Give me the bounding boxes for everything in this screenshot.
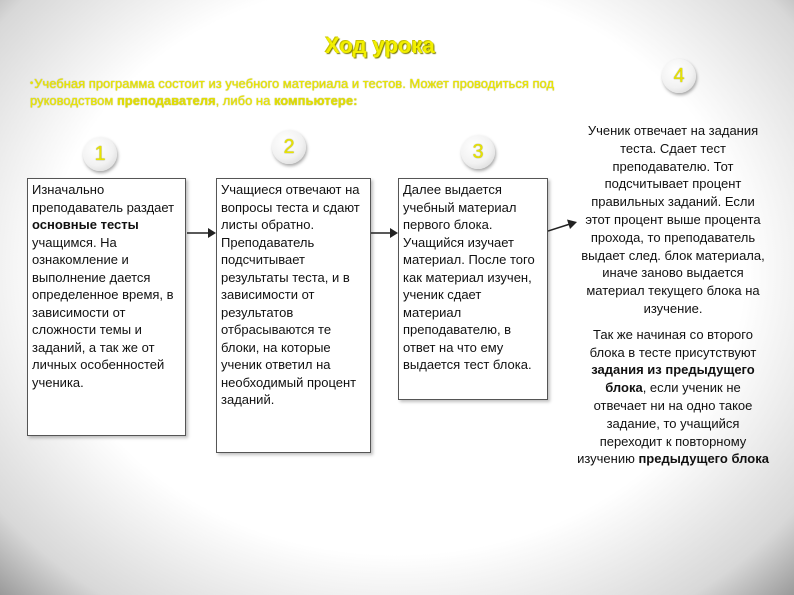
intro-text: [30, 75, 570, 109]
step-4-p2-text-a: Так же начиная со второго блока в тесте присутствуют: [589, 326, 757, 360]
step-1-box: [27, 178, 186, 436]
step-2-box: [216, 178, 371, 453]
step-4-p2-text-b: , если ученик не отвечает ни на одно такое задание, то учащийся переходит к повторному изучению: [577, 380, 753, 467]
step-1-bold-tests: основные тесты: [32, 217, 139, 232]
arrow-2-to-3: [371, 226, 399, 240]
intro-text-part-2: , либо на: [215, 93, 274, 108]
step-2-text: Учащиеся отвечают на вопросы теста и сдают листы обратно. Преподаватель подсчитывает результаты теста, и в зависимости от результатов отбрасываются те блоки, на которые ученик ответил на необходимый процент заданий.: [221, 182, 360, 407]
step-4-paragraph-2: [577, 326, 769, 468]
step-4-p2-bold-prev-tasks: задания из предыдущего блока: [591, 362, 755, 396]
bullet-marker: •: [30, 78, 34, 88]
step-1-text-b: учащимся. На ознакомление и выполнение дается определенное время, в зависимости от сложности темы и заданий, а так же от личных особенностей ученика.: [32, 234, 174, 390]
intro-bold-computer: компьютере:: [273, 93, 358, 108]
step-1-text-a: Изначально преподаватель раздает: [32, 182, 175, 215]
step-4-paragraph-1: Ученик отвечает на задания теста. Сдает тест преподавателю. Тот подсчитывает процент правильных заданий. Если этот процент выше процента прохода, то преподаватель выдает след. блок материала, иначе заново выдается материал текущего блока на изучение.: [581, 123, 765, 316]
step-4-circle: 4: [662, 59, 696, 93]
step-2-circle: 2: [272, 130, 306, 164]
step-4-p2-bold-prev-block: предыдущего блока: [638, 451, 769, 467]
intro-bold-teacher: преподавателя: [116, 93, 216, 108]
step-3-box: [398, 178, 548, 400]
slide-title: Ход урока: [325, 33, 435, 58]
step-3-circle: 3: [461, 135, 495, 169]
arrow-1-to-2: [187, 226, 217, 240]
step-4-text: [577, 122, 769, 468]
arrow-3-to-4: [548, 219, 578, 235]
intro-text-part-1: Учебная программа состоит из учебного материала и тестов. Может проводиться под руководством: [30, 76, 555, 108]
step-3-text: Далее выдается учебный материал первого блока. Учащийся изучает материал. После того как материал изучен, ученик сдает материал преподавателю, в ответ на что ему выдается тест блока.: [403, 182, 535, 372]
step-1-circle: 1: [83, 137, 117, 171]
